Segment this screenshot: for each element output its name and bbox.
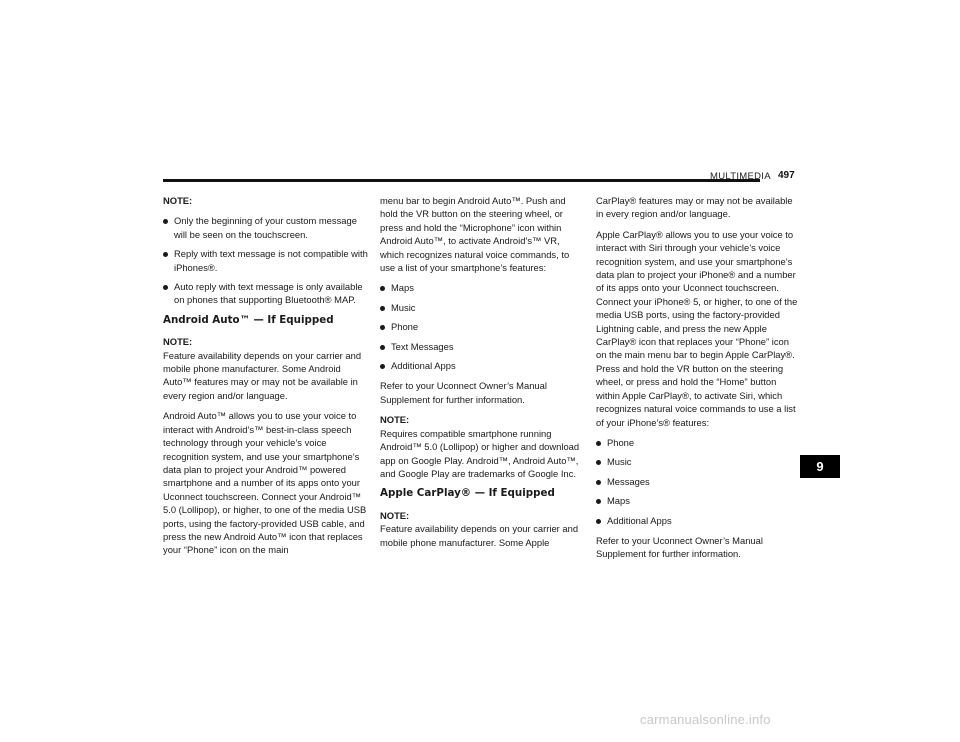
bullet-icon bbox=[380, 345, 385, 350]
body-paragraph: CarPlay® features may or may not be available in every region and/or language. bbox=[596, 195, 793, 220]
bullet-icon bbox=[163, 285, 168, 290]
running-header-section: MULTIMEDIA bbox=[710, 171, 771, 182]
body-paragraph: Android Auto™ allows you to use your voice to interact with Android’s™ best-in-class speech technology through your vehicle’s voice recognition system, and use your smartphone’s data plan to project your Android™ powered smartphone and a number of its apps onto your Uconnect touchscreen. Connect your Android™ 5.0 (Lollipop), or higher, to one of the media USB ports, using the factory-provided USB cable, and press the new Android Auto™ icon that replaces your “Phone” icon on the main bbox=[163, 410, 367, 556]
list-item: Music bbox=[380, 301, 585, 314]
list-item: Phone bbox=[380, 320, 585, 333]
bullet-icon bbox=[596, 460, 601, 465]
bullet-icon bbox=[380, 364, 385, 369]
note-label: NOTE: bbox=[163, 336, 193, 348]
bullet-icon bbox=[163, 252, 168, 257]
note-label: NOTE: bbox=[380, 414, 410, 426]
column-3 bbox=[596, 194, 801, 568]
list-item: Additional Apps bbox=[596, 514, 801, 527]
bullet-icon bbox=[596, 480, 601, 485]
column-2 bbox=[380, 194, 585, 556]
note-text: Feature availability depends on your carrier and mobile phone manufacturer. Some Android Auto™ features may or may not be available in every region and/or language. bbox=[163, 349, 362, 401]
section-heading-android-auto: Android Auto™ — If Equipped bbox=[163, 313, 334, 326]
column-1 bbox=[163, 194, 368, 564]
section-heading-apple-carplay: Apple CarPlay® — If Equipped bbox=[380, 487, 555, 500]
list-item: Text Messages bbox=[380, 340, 585, 353]
bullet-icon bbox=[380, 325, 385, 330]
bullet-list bbox=[380, 281, 585, 372]
bullet-icon bbox=[163, 219, 168, 224]
note-block bbox=[380, 413, 585, 480]
list-item: Reply with text message is not compatible with iPhones®. bbox=[163, 247, 368, 274]
bullet-icon bbox=[596, 499, 601, 504]
bullet-icon bbox=[380, 306, 385, 311]
list-item: Only the beginning of your custom message will be seen on the touchscreen. bbox=[163, 214, 368, 241]
body-paragraph: Refer to your Uconnect Owner’s Manual Supplement for further information. bbox=[596, 534, 763, 560]
list-item: Music bbox=[596, 455, 801, 468]
note-label: NOTE: bbox=[380, 509, 410, 521]
note-block bbox=[163, 335, 368, 402]
bullet-icon bbox=[380, 286, 385, 291]
list-item: Auto reply with text message is only available on phones that supporting Bluetooth® MAP. bbox=[163, 280, 368, 307]
watermark: carmanualsonline.info bbox=[640, 712, 771, 727]
bullet-list bbox=[163, 214, 368, 306]
list-item: Additional Apps bbox=[380, 359, 585, 372]
note-text: Requires compatible smartphone running Android™ 5.0 (Lollipop) or higher and download app on Google Play. Android™, Android Auto™, and Google Play are trademarks of Google Inc. bbox=[380, 427, 580, 479]
note-text: Feature availability depends on your carrier and mobile phone manufacturer. Some Apple bbox=[380, 523, 579, 548]
bullet-icon bbox=[596, 519, 601, 524]
bullet-icon bbox=[596, 441, 601, 446]
list-item: Messages bbox=[596, 475, 801, 488]
page-number: 497 bbox=[778, 170, 795, 181]
note-label: NOTE: bbox=[163, 195, 193, 206]
bullet-list bbox=[596, 436, 801, 527]
chapter-tab: 9 bbox=[800, 455, 840, 478]
body-paragraph: Refer to your Uconnect Owner’s Manual Supplement for further information. bbox=[380, 380, 547, 405]
list-item: Maps bbox=[596, 494, 801, 507]
header-rule bbox=[163, 179, 760, 182]
body-paragraph: Apple CarPlay® allows you to use your voice to interact with Siri through your vehicle’s voice recognition system, and use your smartphone’s data plan to project your iPhone® and a number of its apps onto your Uconnect touchscreen. Connect your iPhone® 5, or higher, to one of the media USB ports, using the factory-provided Lightning cable, and press the new Apple CarPlay® icon that replaces your “Phone” icon on the main menu bar to begin Apple CarPlay®. Press and hold the VR button on the steering wheel, or press and hold the “Home” button within Apple CarPlay®, to activate Siri, which recognizes natural voice commands to use a list of your iPhone’s® features: bbox=[596, 228, 798, 428]
list-item: Maps bbox=[380, 281, 585, 294]
note-block bbox=[380, 509, 585, 549]
list-item: Phone bbox=[596, 436, 801, 449]
body-paragraph: menu bar to begin Android Auto™. Push and hold the VR button on the steering wheel, or press and hold the “Microphone” icon within Android Auto™, to activate Android’s™ VR, which recognizes natural voice commands, to use a list of your smartphone’s features: bbox=[380, 195, 570, 274]
